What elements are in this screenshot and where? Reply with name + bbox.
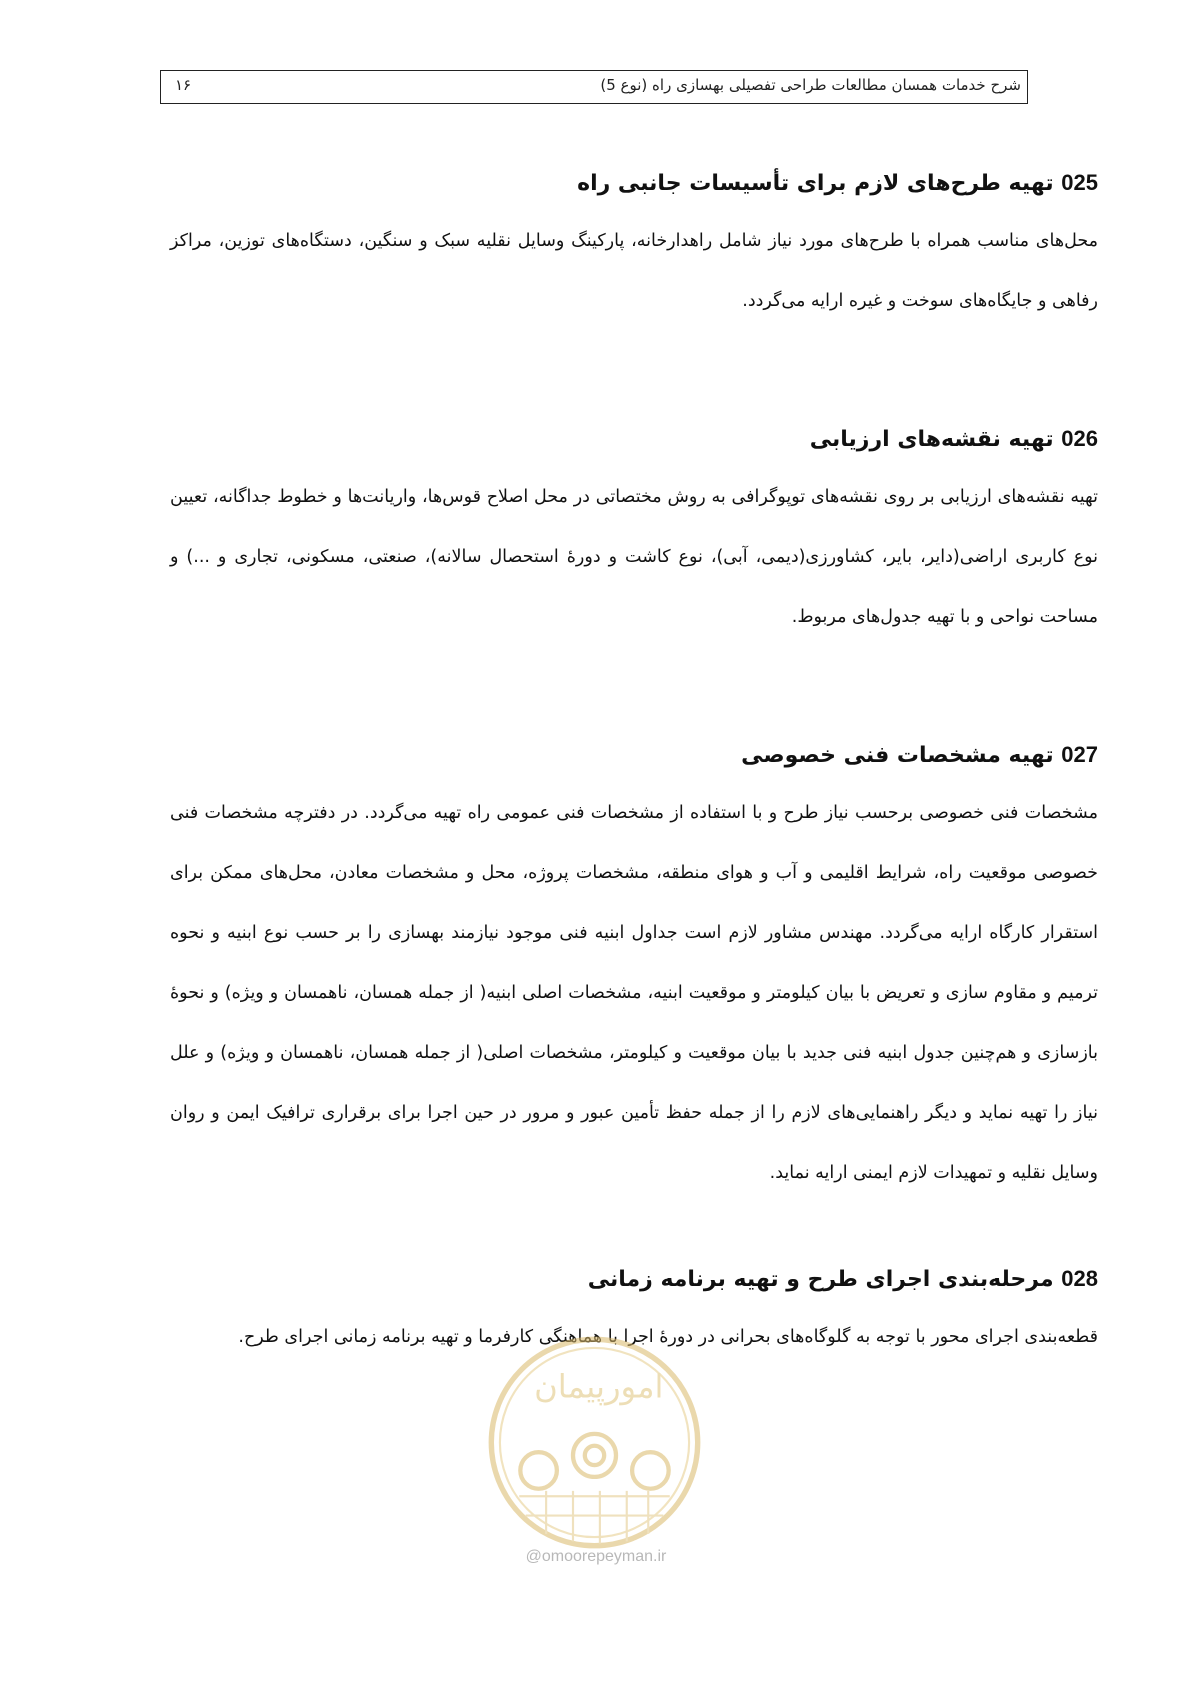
section-heading — [170, 424, 1098, 455]
section-body: مشخصات فنی خصوصی برحسب نیاز طرح و با استفاده از مشخصات فنی عمومی راه تهیه می‌گردد. در دفترچه مشخصات فنی خصوصی موقعیت راه، شرایط اقلیمی و آب و هوای منطقه، مشخصات پروژه، محل و مشخصات معادن، محل‌های ممکن برای استقرار کارگاه ارایه می‌گردد. مهندس مشاور لازم است جداول ابنیه فنی موجود نیازمند بهسازی را بر حسب نوع ابنیه و نحوه ترمیم و مقاوم سازی و تعریض با بیان کیلومتر و موقعیت ابنیه، مشخصات اصلی ابنیه( از جمله همسان، ناهمسان و ویژه) و نحوهٔ بازسازی و هم‌چنین جدول ابنیه فنی جدید با بیان موقعیت و کیلومتر، مشخصات اصلی( از جمله همسان، ناهمسان و ویژه) و علل نیاز را تهیه نماید و دیگر راهنمایی‌های لازم را از جمله حفظ تأمین عبور و مرور در حین اجرا برای برقراری ترافیک ایمن و روان وسایل نقلیه و تمهیدات لازم ایمنی ارایه نماید. — [170, 803, 1098, 1183]
section-025 — [170, 168, 1098, 331]
header-title: شرح خدمات همسان مطالعات طراحی تفصیلی بهسازی راه (نوع 5) — [600, 76, 1021, 94]
section-026 — [170, 424, 1098, 647]
section-027 — [170, 740, 1098, 1203]
section-heading — [170, 1264, 1098, 1295]
section-title: تهیه مشخصات فنی خصوصی — [741, 743, 1054, 768]
page-number: ۱۶ — [175, 76, 192, 94]
page-header — [160, 70, 1028, 104]
section-number: 027 — [1061, 742, 1098, 767]
section-title: مرحله‌بندی اجرای طرح و تهیه برنامه زمانی — [587, 1267, 1054, 1292]
section-body: تهیه نقشه‌های ارزیابی بر روی نقشه‌های توپوگرافی به روش مختصاتی در محل اصلاح قوس‌ها، واریانت‌ها و خطوط جداگانه، تعیین نوع کاربری اراضی(دایر، بایر، کشاورزی(دیمی، آبی)، نوع کاشت و دورهٔ استحصال سالانه)، صنعتی، مسکونی، تجاری و ...) و مساحت نواحی و با تهیه جدول‌های مربوط. — [170, 487, 1098, 627]
section-heading — [170, 168, 1098, 199]
section-number: 026 — [1061, 426, 1098, 451]
watermark-site: @omoorepeyman.ir — [525, 1548, 667, 1565]
section-title: تهیه نقشه‌های ارزیابی — [809, 427, 1054, 452]
watermark-logo-icon — [487, 1335, 702, 1550]
section-body: قطعه‌بندی اجرای محور با توجه به گلوگاه‌های بحرانی در دورهٔ اجرا با هماهنگی کارفرما و تهیه برنامه زمانی اجرای طرح. — [238, 1327, 1098, 1347]
watermark-logo-text: امورپیمان — [534, 1367, 664, 1406]
section-title: تهیه طرح‌های لازم برای تأسیسات جانبی راه — [577, 171, 1054, 196]
section-body: محل‌های مناسب همراه با طرح‌های مورد نیاز شامل راهدارخانه، پارکینگ وسایل نقلیه سبک و سنگین، دستگاه‌های توزین، مراکز رفاهی و جایگاه‌های سوخت و غیره ارایه می‌گردد. — [170, 231, 1098, 311]
section-number: 028 — [1061, 1266, 1098, 1291]
section-number: 025 — [1061, 170, 1098, 195]
section-heading — [170, 740, 1098, 771]
